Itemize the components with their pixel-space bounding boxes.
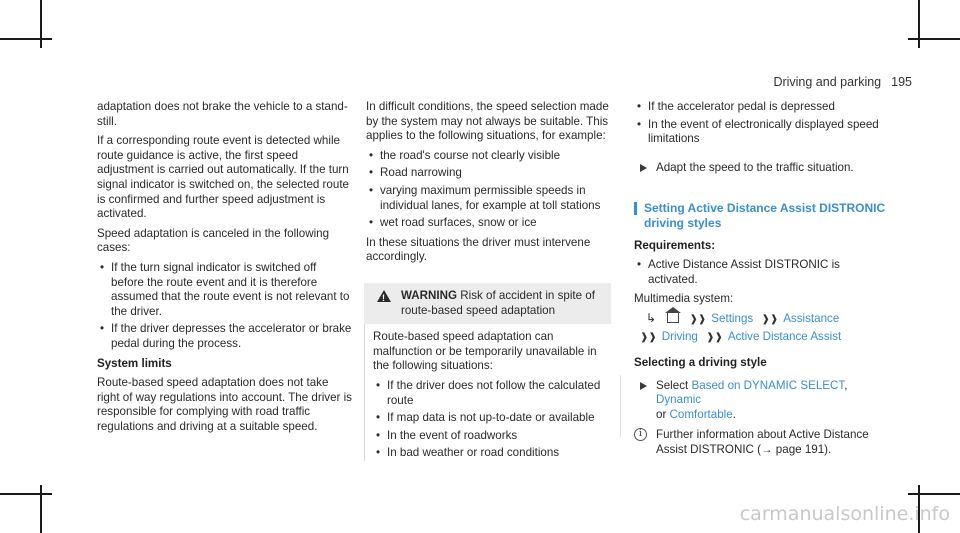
info-icon: i bbox=[634, 428, 647, 441]
menu-settings[interactable]: Settings bbox=[711, 311, 754, 325]
warning-body bbox=[364, 324, 611, 461]
menu-assistance[interactable]: Assistance bbox=[783, 311, 840, 325]
chevron-right-icon: ❱❱ bbox=[761, 313, 779, 325]
column-left bbox=[97, 100, 352, 439]
page-header bbox=[773, 75, 912, 89]
bullet-list bbox=[634, 100, 889, 147]
bullet-list bbox=[634, 258, 889, 287]
section-name: Driving and parking bbox=[773, 75, 882, 89]
warning-box bbox=[364, 283, 611, 324]
paragraph: If a corresponding route event is detected while route guidance is active, the first speed adjustment is carried out automatically. If the turn signal indicator is switched on, the selected route is confirmed and further speed adjustment is activated. bbox=[97, 134, 349, 221]
menu-path bbox=[634, 310, 889, 346]
return-arrow-icon: ↳ bbox=[646, 310, 657, 325]
list-item: • In bad weather or road conditions bbox=[373, 446, 602, 461]
instruction-step: Select Based on DYNAMIC SELECT, Dynamic or Comfortable. bbox=[634, 379, 889, 423]
menu-driving[interactable]: Driving bbox=[661, 329, 698, 343]
option-dynamic[interactable]: Dynamic bbox=[656, 393, 702, 407]
paragraph: In these situations the driver must intervene accordingly. bbox=[366, 235, 591, 264]
list-item: • Road narrowing bbox=[366, 166, 611, 181]
list-item: • If the driver does not follow the calculated route bbox=[373, 379, 602, 408]
warning-triangle-icon bbox=[377, 290, 391, 302]
crop-mark bbox=[908, 493, 960, 495]
column-middle bbox=[366, 100, 611, 466]
column-right bbox=[634, 100, 889, 458]
menu-active-distance-assist[interactable]: Active Distance Assist bbox=[727, 329, 842, 343]
list-item: • If the accelerator pedal is depressed bbox=[634, 100, 889, 115]
list-item: • In the event of roadworks bbox=[373, 429, 602, 444]
step-text: Adapt the speed to the traffic situation. bbox=[656, 160, 854, 174]
list-item: • In the event of electronically displayed speed limitations bbox=[634, 118, 889, 147]
watermark: carmanualsonline.info bbox=[739, 503, 950, 525]
subheading-requirements: Requirements: bbox=[634, 238, 716, 252]
list-item: • If map data is not up-to-date or available bbox=[373, 411, 602, 426]
or-word: or bbox=[656, 407, 667, 421]
page-number: 195 bbox=[891, 75, 912, 89]
option-comfortable[interactable]: Comfortable bbox=[669, 407, 733, 421]
subheading-system-limits: System limits bbox=[97, 356, 172, 370]
crop-mark bbox=[40, 0, 42, 48]
list-item: • If the turn signal indicator is switched off before the route event and it is therefore assumed that the route event is not relevant to the driver. bbox=[97, 261, 352, 319]
step-arrow-icon bbox=[640, 164, 647, 172]
list-item: • wet road surfaces, snow or ice bbox=[366, 216, 611, 231]
bullet-list bbox=[373, 379, 602, 461]
crop-mark bbox=[0, 38, 52, 40]
crop-mark bbox=[0, 493, 52, 495]
paragraph: In difficult conditions, the speed selection made by the system may not always be suitable. This applies to the following situations, for example: bbox=[366, 100, 609, 143]
crop-mark bbox=[918, 0, 920, 48]
option-dynamic-select[interactable]: Based on DYNAMIC SELECT bbox=[691, 378, 845, 392]
paragraph: Multimedia system: bbox=[634, 292, 734, 306]
info-note bbox=[634, 428, 889, 457]
paragraph: Route-based speed adaptation can malfunction or be temporarily unavailable in the following situations: bbox=[373, 330, 597, 373]
select-word: Select bbox=[656, 378, 689, 392]
warning-label: WARNING bbox=[401, 288, 458, 302]
list-item: • varying maximum permissible speeds in individual lanes, for example at toll stations bbox=[366, 184, 611, 213]
list-item: • Active Distance Assist DISTRONIC is activated. bbox=[634, 258, 889, 287]
warning-title: Risk of accident in spite of route-based speed adaptation bbox=[401, 288, 595, 317]
home-icon bbox=[667, 313, 679, 323]
divider bbox=[620, 375, 621, 437]
list-item: • the road's course not clearly visible bbox=[366, 149, 611, 164]
bullet-list bbox=[97, 261, 352, 352]
chevron-right-icon: ❱❱ bbox=[640, 331, 657, 343]
bullet-list bbox=[366, 149, 611, 231]
paragraph: Speed adaptation is canceled in the following cases: bbox=[97, 226, 330, 255]
info-text: Further information about Active Distance Assist DISTRONIC (→ page 191). bbox=[656, 428, 869, 456]
instruction-step bbox=[634, 161, 889, 176]
list-item: • If the driver depresses the accelerator or brake pedal during the process. bbox=[97, 322, 352, 351]
paragraph: Route-based speed adaptation does not take right of way regulations into account. The driver is responsible for complying with road traffic regulations and driving at a suitable speed. bbox=[97, 376, 352, 433]
paragraph: adaptation does not brake the vehicle to a stand-still. bbox=[97, 100, 348, 128]
crop-mark bbox=[908, 38, 960, 40]
chevron-right-icon: ❱❱ bbox=[689, 313, 707, 325]
chevron-right-icon: ❱❱ bbox=[706, 331, 723, 343]
step-arrow-icon bbox=[640, 382, 647, 390]
section-title: Setting Active Distance Assist DISTRONIC driving styles bbox=[634, 201, 889, 230]
subheading-driving-style: Selecting a driving style bbox=[634, 355, 767, 369]
